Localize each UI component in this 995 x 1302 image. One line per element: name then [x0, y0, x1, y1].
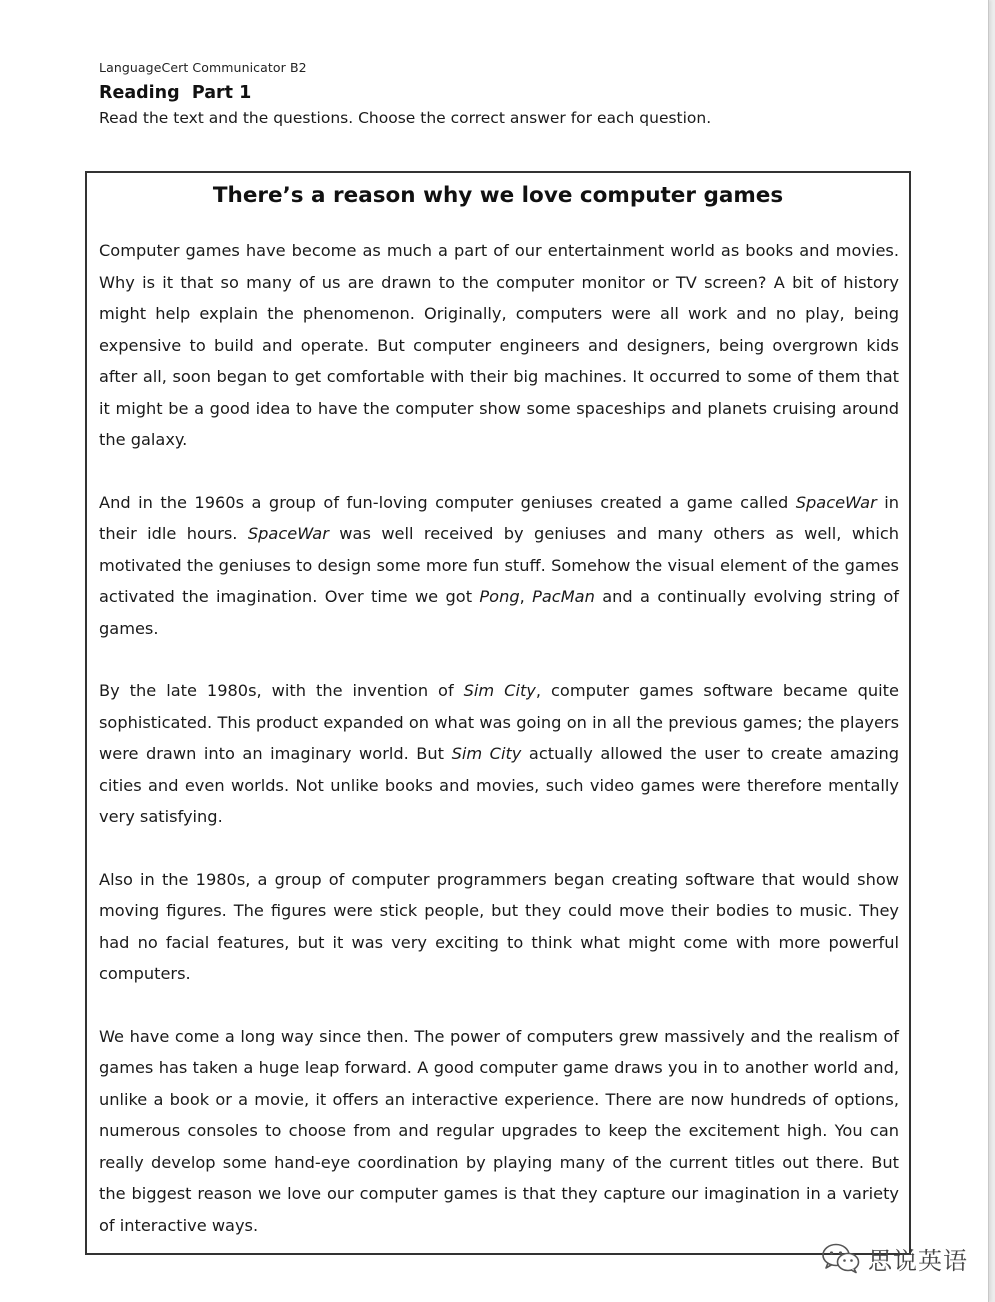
watermark-text: 思说英语: [868, 1246, 968, 1275]
article-title: There’s a reason why we love computer games: [212, 183, 784, 208]
instructions: Read the text and the questions. Choose the correct answer for each question.: [99, 109, 712, 127]
exam-header: [99, 59, 919, 129]
paragraph: And in the 1960s a group of fun-loving computer geniuses created a game called SpaceWar in their idle hours. SpaceWar was well received by geniuses and many others as well, which motivated the geniuses to design some more fun stuff. Somehow the visual element of the games activated the imagination. Over time we got Pong, PacMan and a continually evolving string of games.: [99, 492, 899, 638]
watermark: [820, 1240, 968, 1276]
paragraph: By the late 1980s, with the invention of Sim City, computer games software became quite sophisticated. This product expanded on what was going on in all the previous games; the players were drawn into an imaginary world. But Sim City actually allowed the user to create amazing cities and even worlds. Not unlike books and movies, such video games were therefore mentally very satisfying.: [99, 681, 899, 826]
paragraph: Also in the 1980s, a group of computer programmers began creating software that would show moving figures. The figures were stick people, but they could move their bodies to music. They had no facial features, but it was very exciting to think what might come with more powerful computers.: [99, 869, 899, 983]
article-body: [99, 235, 899, 1272]
wechat-logo-icon: [820, 1242, 862, 1274]
paragraph: We have come a long way since then. The power of computers grew massively and the realism of games has taken a huge leap forward. A good computer game draws you in to another world and, unlike a book or a movie, it offers an interactive experience. There are now hundreds of options, numerous consoles to choose from and regular upgrades to keep the excitement high. You can really develop some hand-eye coordination by playing many of the current titles out there. But the biggest reason we love our computer games is that they capture our imagination in a variety of interactive ways.: [99, 1026, 899, 1235]
paragraph: Computer games have become as much a part of our entertainment world as books and movies. Why is it that so many of us are drawn to the computer monitor or TV screen? A bit of history might help explain the phenomenon. Originally, computers were all work and no play, being expensive to build and operate. But computer engineers and designers, being overgrown kids after all, soon began to get comfortable with their big machines. It occurred to some of them that it might be a good idea to have the computer show some spaceships and planets cruising around the galaxy.: [99, 241, 899, 449]
exam-name: LanguageCert Communicator B2: [99, 60, 307, 75]
part-title: Reading Part 1: [99, 83, 252, 103]
reading-text-box: [85, 171, 911, 1255]
